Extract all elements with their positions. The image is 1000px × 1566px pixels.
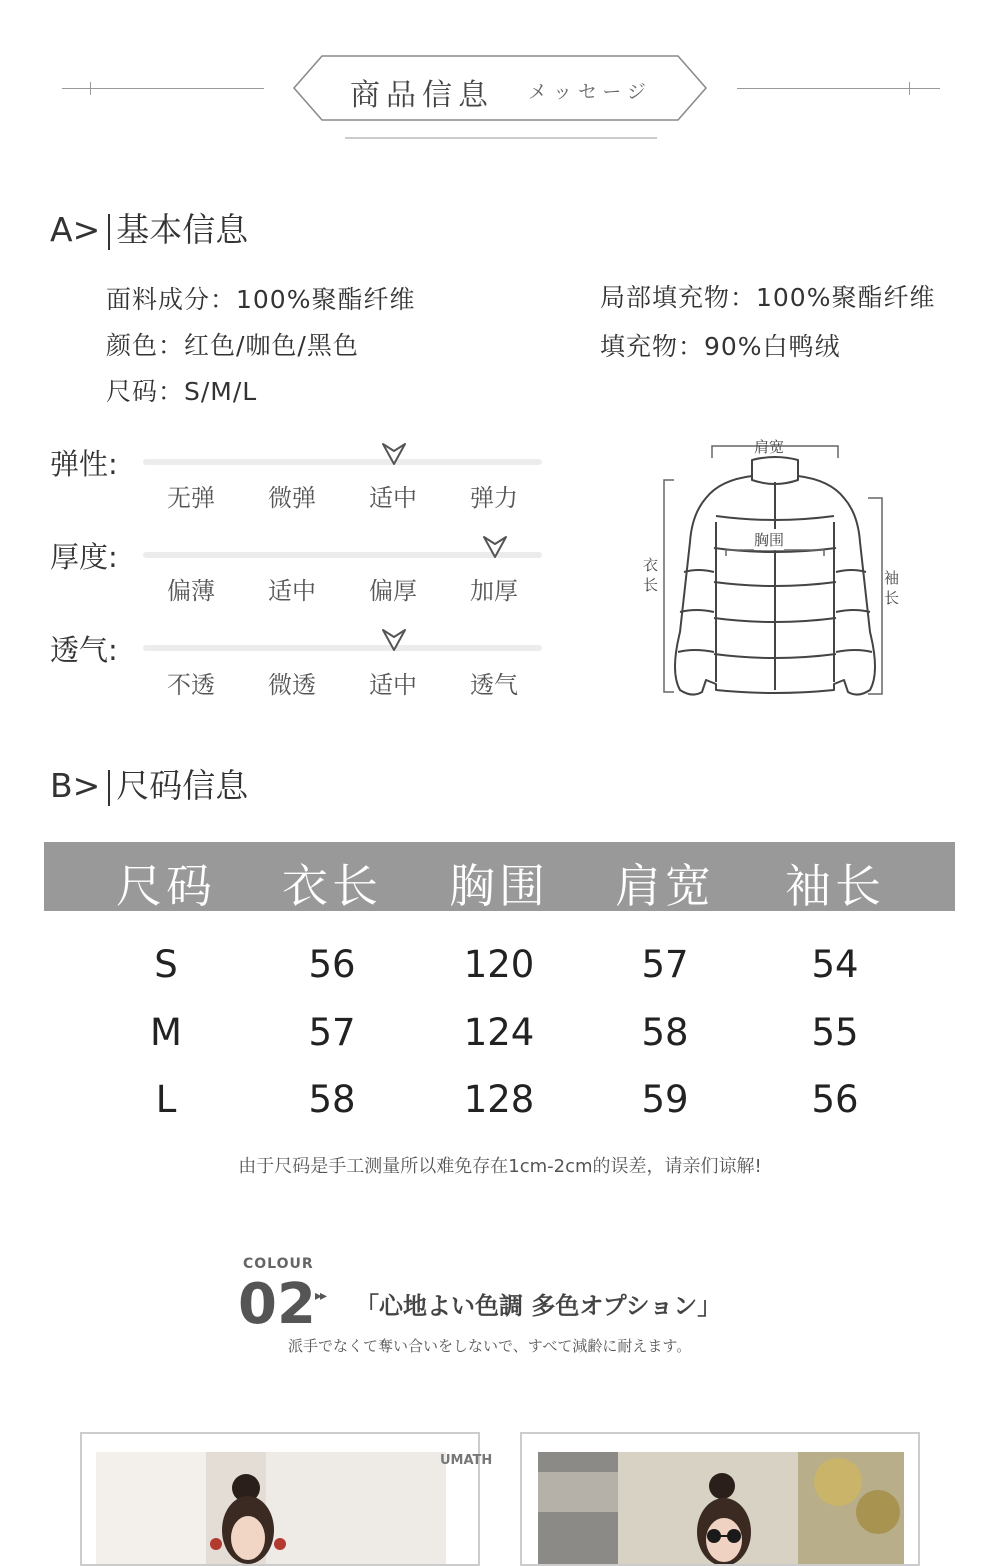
scale-breathability-option: 适中 <box>369 671 417 699</box>
size-table-cell: 124 <box>463 1011 535 1054</box>
scale-thickness-label: 厚度: <box>50 540 118 574</box>
size-table-cell: S <box>154 943 178 986</box>
size-table-cell: 128 <box>463 1078 535 1121</box>
size-table-cell: 120 <box>463 943 535 986</box>
diagram-shoulder-label: 肩宽 <box>754 438 785 456</box>
diagram-sleeve-label: 袖长 <box>884 569 900 607</box>
header-subtitle: メッセージ <box>528 81 652 103</box>
jacket-measurement-diagram <box>640 432 910 702</box>
section-b-title: 尺码信息 <box>116 766 249 805</box>
header-title: 商品信息 <box>350 78 494 113</box>
size-table-cell: L <box>155 1078 177 1121</box>
header-left-rule <box>62 88 264 89</box>
size-table-header-cell: 尺码 <box>116 859 216 913</box>
scale-elasticity-option: 微弹 <box>268 484 316 512</box>
scale-elasticity-option: 无弹 <box>167 484 215 512</box>
photo-side-text: UMATH <box>440 1453 493 1468</box>
section-divider <box>108 214 110 250</box>
scale-thickness-option: 加厚 <box>470 577 518 605</box>
size-table-cell: 56 <box>811 1078 859 1121</box>
section-b-prefix: B> <box>50 766 101 805</box>
size-table-cell: 59 <box>641 1078 689 1121</box>
size-table-header-cell: 衣长 <box>282 859 382 913</box>
scale-elasticity-option: 弹力 <box>470 484 518 512</box>
size-table-cell: 56 <box>308 943 356 986</box>
measurement-note: 由于尺码是手工测量所以难免存在1cm-2cm的误差，请亲们谅解! <box>238 1156 762 1177</box>
diagram-chest-label: 胸围 <box>754 531 785 549</box>
scale-thickness-option: 偏薄 <box>167 577 215 605</box>
info-size: 尺码：S/M/L <box>106 377 258 406</box>
scale-breathability-option: 微透 <box>268 671 316 699</box>
diagram-length-label: 衣长 <box>643 556 659 594</box>
scale-elasticity-option: 适中 <box>369 484 417 512</box>
scale-breathability-option: 不透 <box>167 671 215 699</box>
size-table-cell: 55 <box>811 1011 859 1054</box>
scale-breathability-label: 透气: <box>50 633 118 667</box>
colour-title: 「心地よい色調 多色オプション」 <box>355 1292 722 1320</box>
info-color: 颜色：红色/咖色/黑色 <box>106 331 359 360</box>
size-table-cell: 58 <box>308 1078 356 1121</box>
header-right-rule <box>737 88 940 89</box>
section-a-title: 基本信息 <box>116 210 249 249</box>
scale-thickness-option: 偏厚 <box>369 577 417 605</box>
colour-label: COLOUR <box>243 1256 314 1272</box>
section-a-heading <box>50 204 248 251</box>
size-table-header-cell: 胸围 <box>449 859 549 913</box>
info-fabric: 面料成分：100%聚酯纤维 <box>106 285 416 314</box>
scale-elasticity-label: 弹性: <box>50 447 118 481</box>
scale-breathability-track <box>143 645 542 651</box>
size-table-header-cell: 肩宽 <box>615 859 715 913</box>
scale-thickness-marker-icon <box>482 535 508 559</box>
header-underline <box>345 137 657 139</box>
model-photo-left <box>96 1452 446 1564</box>
info-partial-filling: 局部填充物：100%聚酯纤维 <box>600 283 936 312</box>
scale-breathability-option: 透气 <box>470 671 518 699</box>
size-table-cell: 58 <box>641 1011 689 1054</box>
info-filling: 填充物：90%白鸭绒 <box>600 332 841 361</box>
double-arrow-icon: ▸▸ <box>315 1288 326 1304</box>
size-table-cell: 57 <box>641 943 689 986</box>
model-photo-right <box>538 1452 904 1564</box>
size-table-cell: 54 <box>811 943 859 986</box>
size-table-cell: 57 <box>308 1011 356 1054</box>
section-b-heading <box>50 760 248 807</box>
colour-description: 派手でなくて奪い合いをしないで、すべて減齢に耐えます。 <box>288 1337 692 1355</box>
scale-thickness-option: 适中 <box>268 577 316 605</box>
section-divider <box>108 770 110 806</box>
scale-elasticity-marker-icon <box>381 442 407 466</box>
colour-number: 02 <box>238 1272 316 1337</box>
size-table-header-cell: 袖长 <box>785 859 885 913</box>
size-table-cell: M <box>150 1011 182 1054</box>
scale-elasticity-track <box>143 459 542 465</box>
section-a-prefix: A> <box>50 210 101 249</box>
scale-breathability-marker-icon <box>381 628 407 652</box>
